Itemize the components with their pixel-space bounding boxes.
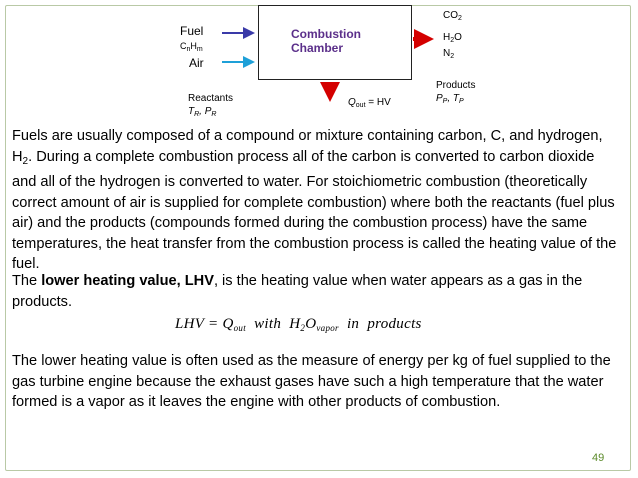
- heat-out-label: $Q_{out}$ = HV: [348, 97, 391, 109]
- paragraph-lhv-definition: The lower heating value, LHV, is the heating value when water appears as a gas in the products.: [12, 273, 583, 310]
- chamber-label: Combustion Chamber: [291, 27, 361, 55]
- air-label: Air: [189, 56, 204, 70]
- products-conditions: $P_P$, $T_P$: [436, 93, 464, 105]
- co2-label: $CO_2$: [443, 10, 462, 22]
- n2-label: $N_2$: [443, 48, 455, 60]
- page-number: 49: [592, 452, 605, 464]
- h2o-label: $H_2O$: [443, 32, 462, 44]
- paragraph-combustion-intro: Fuels are usually composed of a compound or mixture containing carbon, C, and hydrogen, $H_2$. During a complete combustion process all of the carbon is converted to carbon dioxide and all of the hydrogen is converted to water. For stoichiometric combustion (theoretically correct amount of air is supplied for complete combustion) where both the reactants (fuel plus air) and the products (compounds formed during the combustion process) have the same temperatures, the heat transfer from the combustion process is called the heating value of the fuel.: [12, 128, 617, 272]
- fuel-label: Fuel: [180, 24, 204, 38]
- combustion-chamber-box: [258, 5, 412, 80]
- products-label: Products: [436, 80, 476, 91]
- fuel-formula: $C_nH_m$: [180, 41, 203, 53]
- reactants-conditions: $T_R$, $P_R$: [188, 106, 217, 118]
- reactants-label: Reactants: [188, 93, 234, 104]
- lhv-equation: LHV = $Q_{out}$ with $H_2O_{vapor}$ in products: [175, 316, 422, 333]
- paragraph-lhv-usage: The lower heating value is often used as the measure of energy per kg of fuel supplied to the gas turbine engine because the exhaust gases have such a high temperature that the water formed is a vapor as it leaves the engine with other products of combustion.: [12, 353, 611, 410]
